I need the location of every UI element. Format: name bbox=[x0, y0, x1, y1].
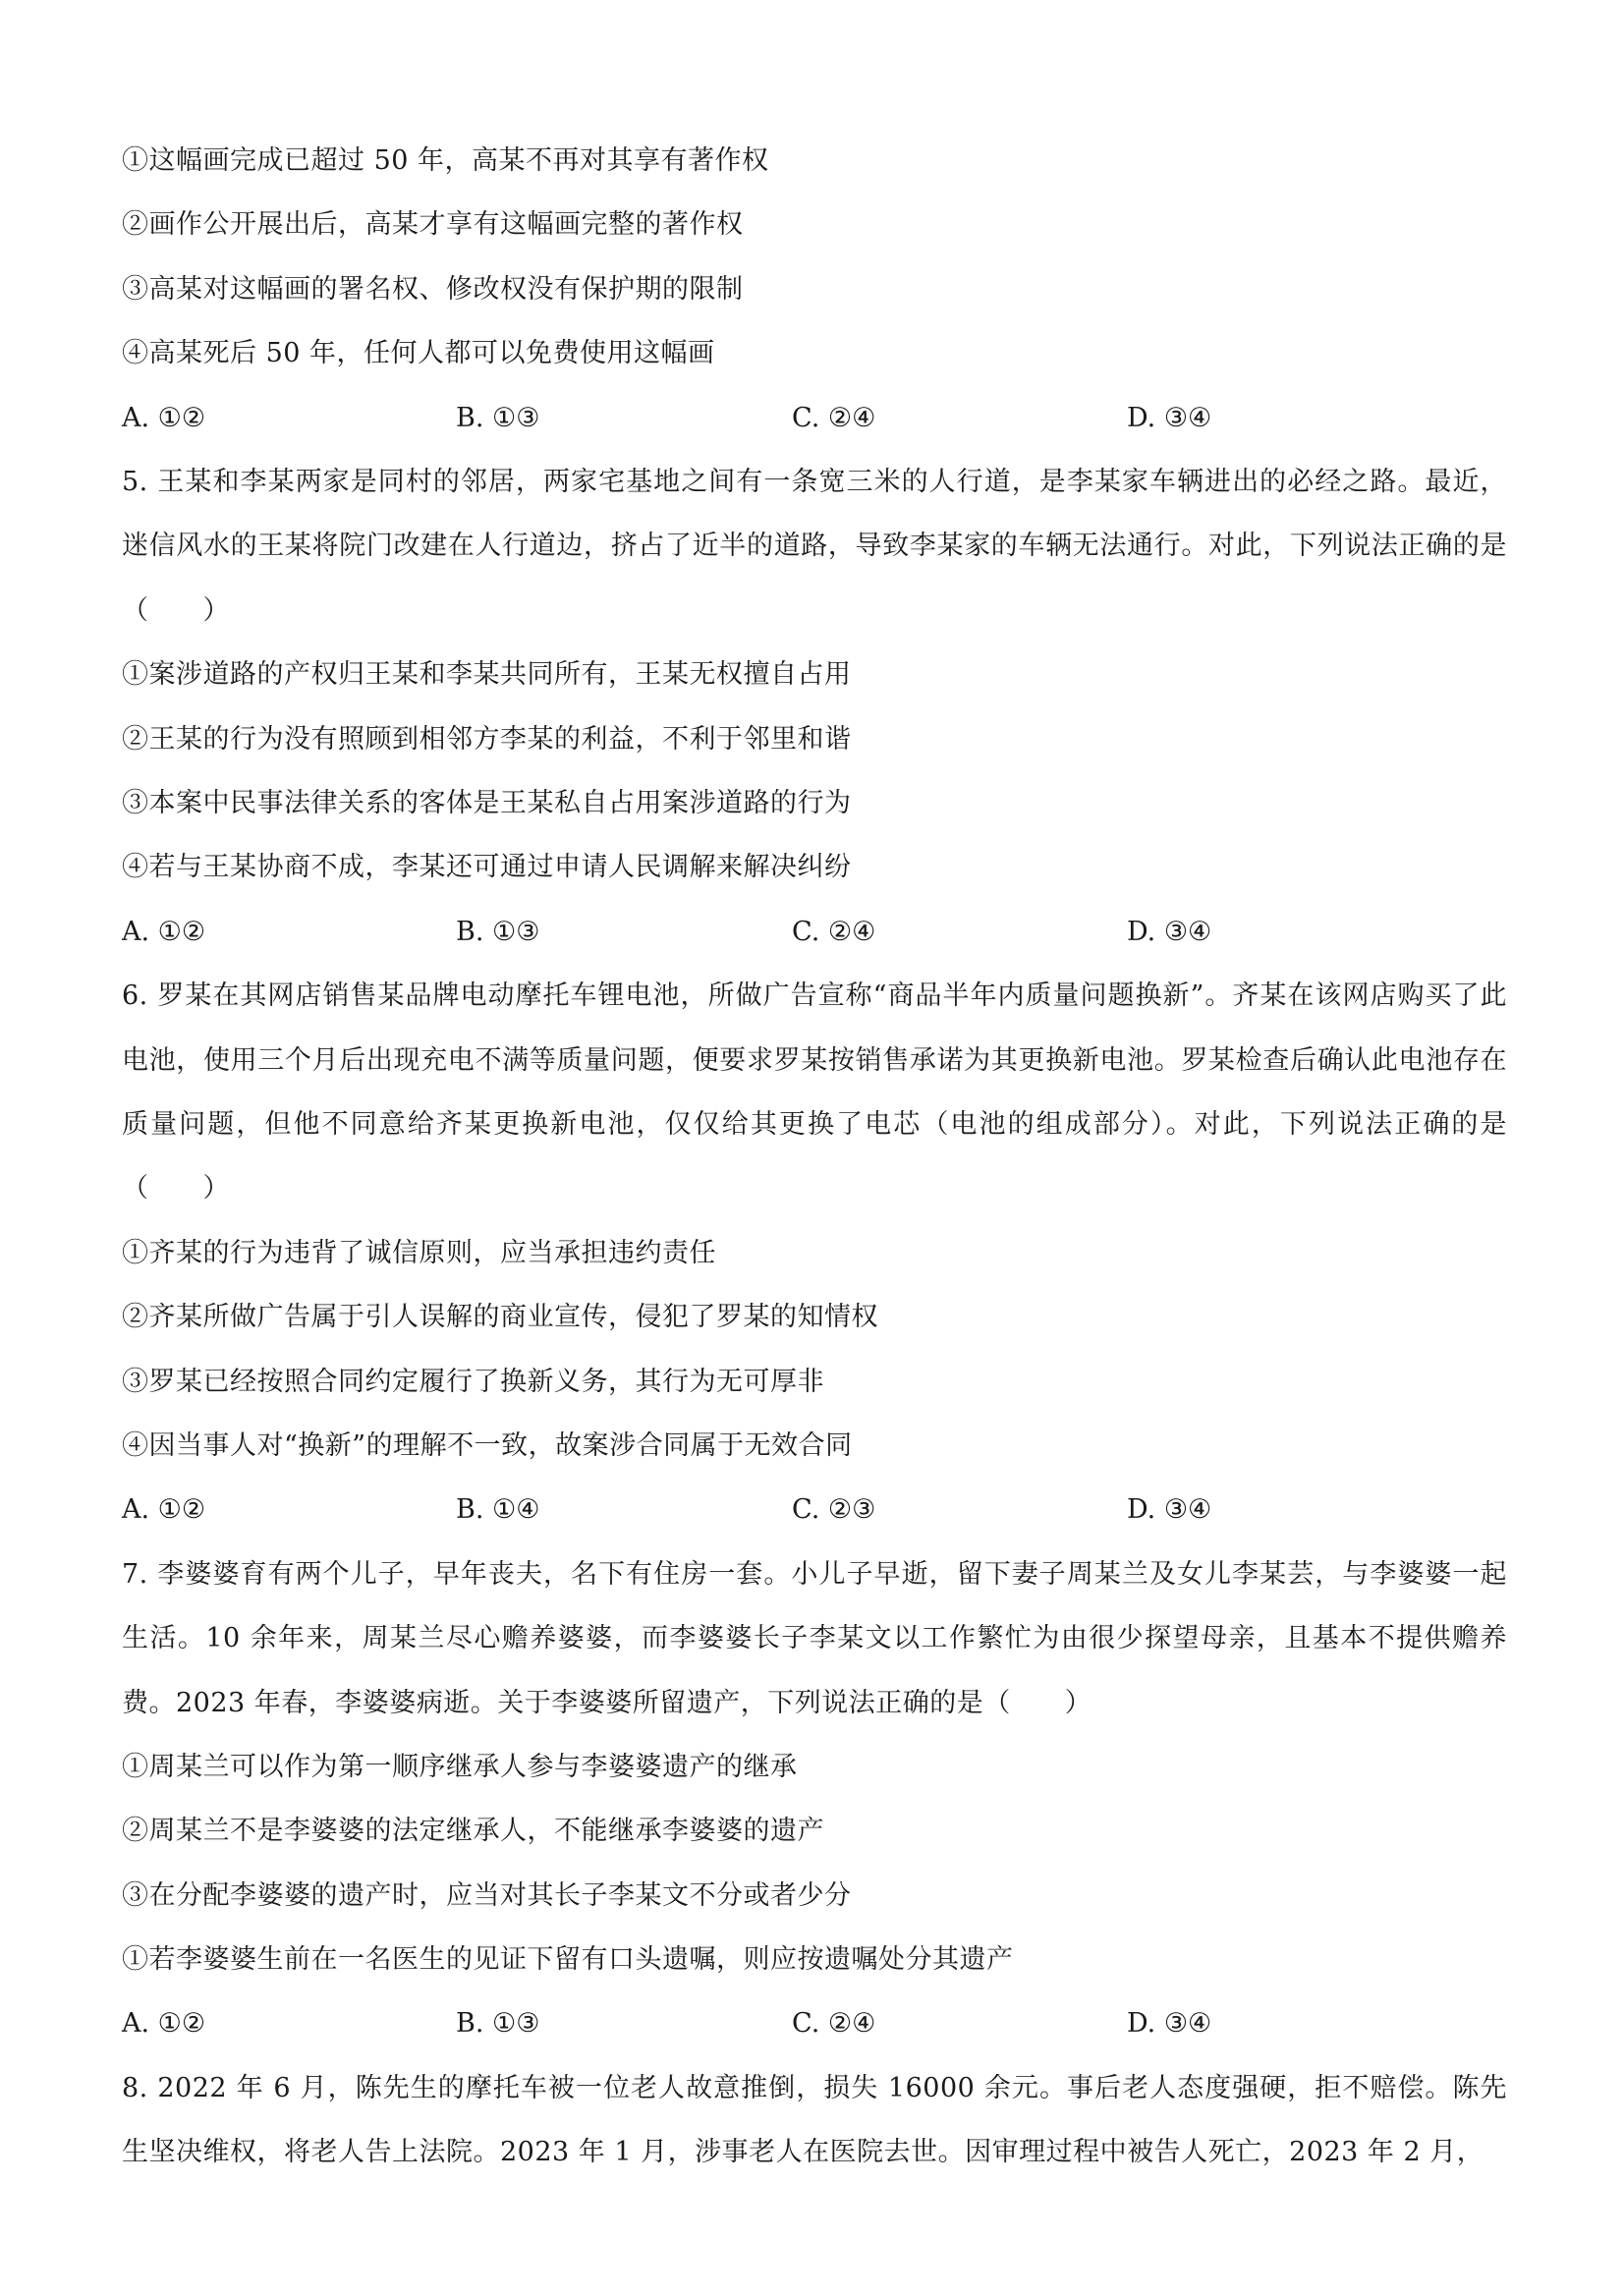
statement-line: ①齐某的行为违背了诚信原则，应当承担违约责任 bbox=[122, 1237, 716, 1268]
question-stem: 8. 2022 年 6 月，陈先生的摩托车被一位老人故意推倒，损失 16000 余元。事后老人态度强硬，拒不赔偿。陈先生坚决维权，将老人告上法院。2023 年 1 月，涉事老人在医院去世。因审理过程中被告人死亡，2023 年 2 月， bbox=[122, 2072, 1507, 2168]
choice-option: A. ①② bbox=[122, 916, 206, 947]
statement-line: ②周某兰不是李婆婆的法定继承人，不能继承李婆婆的遗产 bbox=[122, 1816, 824, 1847]
statement-line: ④因当事人对“换新”的理解不一致，故案涉合同属于无效合同 bbox=[122, 1429, 853, 1461]
choice-option: C. ②④ bbox=[792, 402, 876, 433]
answer-choices bbox=[122, 386, 1507, 450]
statement-line: ④高某死后 50 年，任何人都可以免费使用这幅画 bbox=[122, 338, 715, 369]
statement-line: ③在分配李婆婆的遗产时，应当对其长子李某文不分或者少分 bbox=[122, 1879, 852, 1911]
statement-line: ③高某对这幅画的署名权、修改权没有保护期的限制 bbox=[122, 273, 744, 305]
choice-option: A. ①② bbox=[122, 1494, 206, 1526]
answer-choices bbox=[122, 900, 1507, 964]
statement-line: ①若李婆婆生前在一名医生的见证下留有口头遗嘱，则应按遗嘱处分其遗产 bbox=[122, 1944, 1014, 1976]
document-page bbox=[122, 129, 1507, 2185]
statement-line: ②画作公开展出后，高某才享有这幅画完整的著作权 bbox=[122, 209, 744, 241]
choice-option: C. ②④ bbox=[792, 2008, 876, 2040]
statement-line: ②王某的行为没有照顾到相邻方李某的利益，不利于邻里和谐 bbox=[122, 723, 852, 755]
statement-line: ④若与王某协商不成，李某还可通过申请人民调解来解决纠纷 bbox=[122, 852, 852, 883]
statement-line: ①周某兰可以作为第一顺序继承人参与李婆婆遗产的继承 bbox=[122, 1751, 798, 1782]
statement-line: ②齐某所做广告属于引人误解的商业宣传，侵犯了罗某的知情权 bbox=[122, 1302, 878, 1333]
choice-option: A. ①② bbox=[122, 402, 206, 433]
question-stem: 5. 王某和李某两家是同村的邻居，两家宅基地之间有一条宽三米的人行道，是李某家车辆进出的必经之路。最近，迷信风水的王某将院门改建在人行道边，挤占了近半的道路，导致李某家的车辆无法通行。对此，下列说法正确的是（ ） bbox=[122, 466, 1507, 626]
choice-option: B. ①③ bbox=[456, 402, 540, 433]
choice-option: D. ③④ bbox=[1127, 2008, 1212, 2040]
question-stem: 6. 罗某在其网店销售某品牌电动摩托车锂电池，所做广告宣称“商品半年内质量问题换新”。齐某在该网店购买了此电池，使用三个月后出现充电不满等质量问题，便要求罗某按销售承诺为其更换新电池。罗某检查后确认此电池存在质量问题，但他不同意给齐某更换新电池，仅仅给其更换了电芯（电池的组成部分）。对此，下列说法正确的是（ ） bbox=[122, 980, 1507, 1204]
choice-option: B. ①④ bbox=[456, 1494, 540, 1526]
choice-option: D. ③④ bbox=[1127, 402, 1212, 433]
choice-option: C. ②③ bbox=[792, 1494, 876, 1526]
question-stem: 7. 李婆婆育有两个儿子，早年丧夫，名下有住房一套。小儿子早逝，留下妻子周某兰及女儿李某芸，与李婆婆一起生活。10 余年来，周某兰尽心赡养婆婆，而李婆婆长子李某文以工作繁忙为由很少探望母亲，且基本不提供赡养费。2023 年春，李婆婆病逝。关于李婆婆所留遗产，下列说法正确的是（ ） bbox=[122, 1558, 1507, 1718]
statement-line: ③本案中民事法律关系的客体是王某私自占用案涉道路的行为 bbox=[122, 787, 852, 818]
choice-option: B. ①③ bbox=[456, 916, 540, 947]
choice-option: A. ①② bbox=[122, 2008, 206, 2040]
statement-line: ①这幅画完成已超过 50 年，高某不再对其享有著作权 bbox=[122, 145, 769, 176]
answer-choices bbox=[122, 1991, 1507, 2055]
choice-option: C. ②④ bbox=[792, 916, 876, 947]
statement-line: ①案涉道路的产权归王某和李某共同所有，王某无权擅自占用 bbox=[122, 659, 852, 691]
choice-option: B. ①③ bbox=[456, 2008, 540, 2040]
statement-line: ③罗某已经按照合同约定履行了换新义务，其行为无可厚非 bbox=[122, 1366, 824, 1397]
choice-option: D. ③④ bbox=[1127, 916, 1212, 947]
choice-option: D. ③④ bbox=[1127, 1494, 1212, 1526]
answer-choices bbox=[122, 1478, 1507, 1541]
